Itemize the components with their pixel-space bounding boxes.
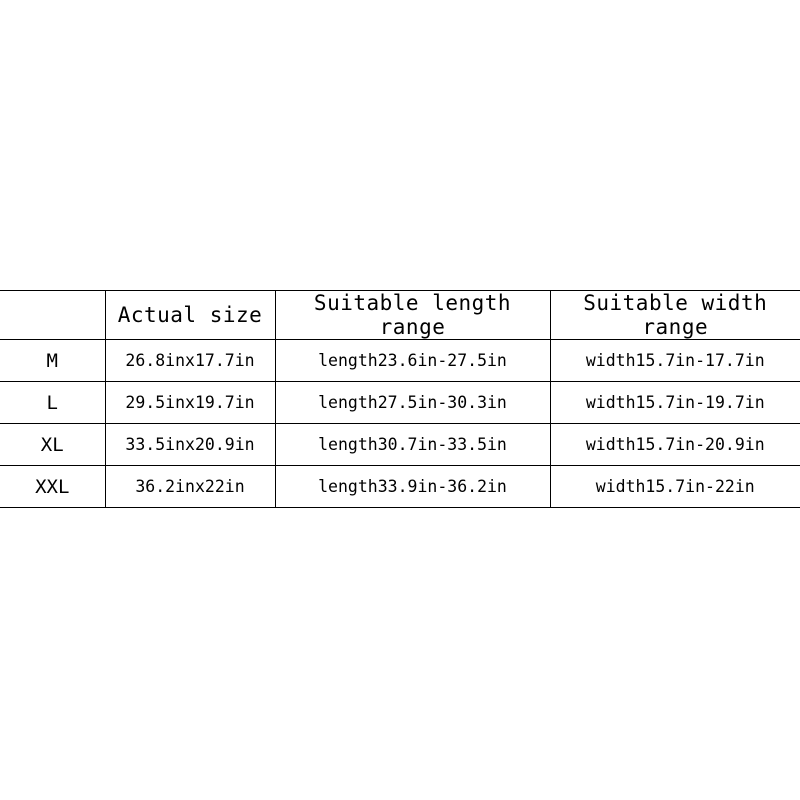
cell-actual-size: 33.5inx20.9in — [105, 424, 275, 466]
cell-size: XL — [0, 424, 105, 466]
cell-size: XXL — [0, 466, 105, 508]
cell-width-range: width15.7in-19.7in — [550, 382, 800, 424]
cell-length-range: length23.6in-27.5in — [275, 340, 550, 382]
cell-width-range: width15.7in-22in — [550, 466, 800, 508]
cell-width-range: width15.7in-20.9in — [550, 424, 800, 466]
table-row — [0, 466, 800, 508]
cell-length-range: length27.5in-30.3in — [275, 382, 550, 424]
cell-length-range: length33.9in-36.2in — [275, 466, 550, 508]
cell-actual-size: 29.5inx19.7in — [105, 382, 275, 424]
size-table — [0, 290, 800, 508]
cell-size: L — [0, 382, 105, 424]
column-header-actual-size: Actual size — [105, 291, 275, 340]
size-chart — [0, 290, 800, 508]
column-header-size — [0, 291, 105, 340]
table-row — [0, 424, 800, 466]
cell-actual-size: 36.2inx22in — [105, 466, 275, 508]
column-header-suitable-length-range: Suitable length range — [275, 291, 550, 340]
table-header — [0, 291, 800, 340]
table-header-row — [0, 291, 800, 340]
cell-size: M — [0, 340, 105, 382]
cell-width-range: width15.7in-17.7in — [550, 340, 800, 382]
cell-length-range: length30.7in-33.5in — [275, 424, 550, 466]
table-row — [0, 340, 800, 382]
column-header-suitable-width-range: Suitable width range — [550, 291, 800, 340]
table-row — [0, 382, 800, 424]
table-body — [0, 340, 800, 508]
cell-actual-size: 26.8inx17.7in — [105, 340, 275, 382]
